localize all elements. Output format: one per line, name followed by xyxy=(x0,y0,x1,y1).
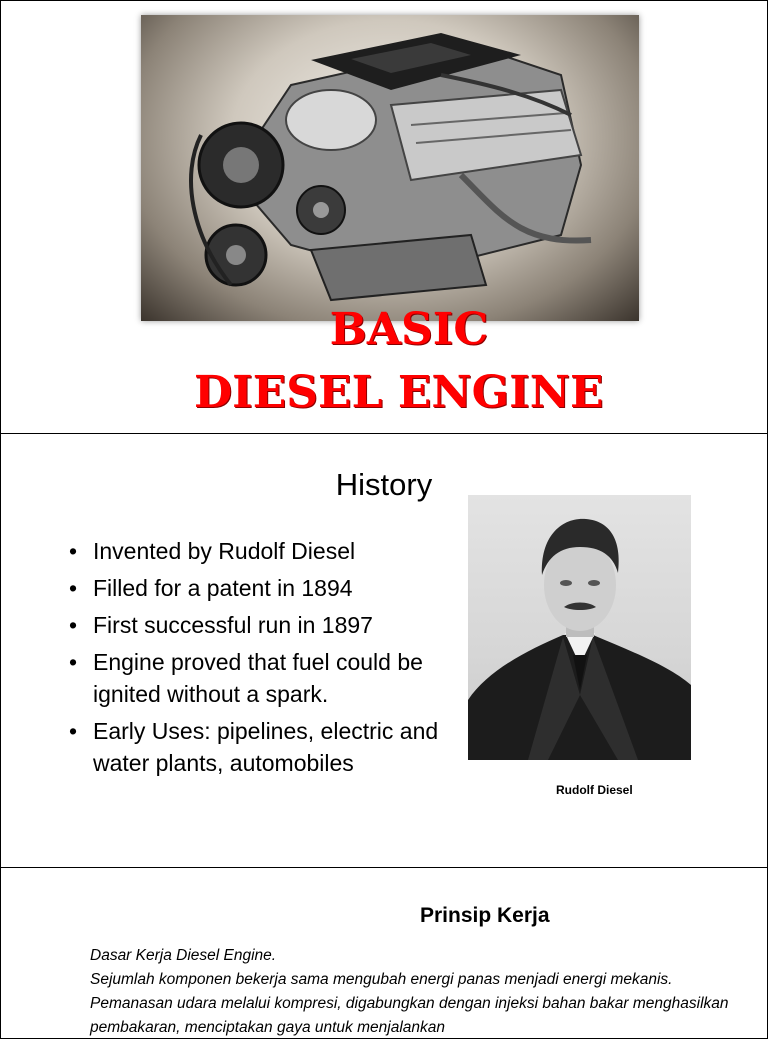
bullet-item: • Filled for a patent in 1894 xyxy=(69,572,459,604)
portrait-caption: Rudolf Diesel xyxy=(556,783,633,797)
slide-history xyxy=(0,433,768,868)
body-paragraph: Sejumlah komponen bekerja sama mengubah energi panas menjadi energi mekanis. Pemanasan udara melalui kompresi, digabungkan dengan injeksi bahan bakar menghasilkan pembakaran, menciptakan gaya untuk menjalankan xyxy=(90,971,729,1036)
rudolf-diesel-portrait xyxy=(468,495,691,760)
title-line-1: BASIC xyxy=(329,304,489,355)
history-heading: History xyxy=(335,467,433,502)
bullet-item: • First successful run in 1897 xyxy=(69,609,459,641)
portrait-illustration xyxy=(468,495,691,760)
history-bullet-list xyxy=(69,535,459,784)
bullet-item: • Invented by Rudolf Diesel xyxy=(69,535,459,567)
working-principle-body xyxy=(90,944,730,1039)
working-principle-heading: Prinsip Kerja xyxy=(420,904,550,927)
bullet-item: • Early Uses: pipelines, electric and water plants, automobiles xyxy=(69,715,459,779)
title-line-2: DIESEL ENGINE xyxy=(194,367,604,418)
slide-working-principle xyxy=(0,867,768,1039)
engine-photo xyxy=(141,15,639,321)
slide-title xyxy=(0,0,768,434)
bullet-item: • Engine proved that fuel could be ignited without a spark. xyxy=(69,646,459,710)
body-paragraph: Dasar Kerja Diesel Engine. xyxy=(90,947,277,964)
engine-illustration xyxy=(141,15,639,321)
